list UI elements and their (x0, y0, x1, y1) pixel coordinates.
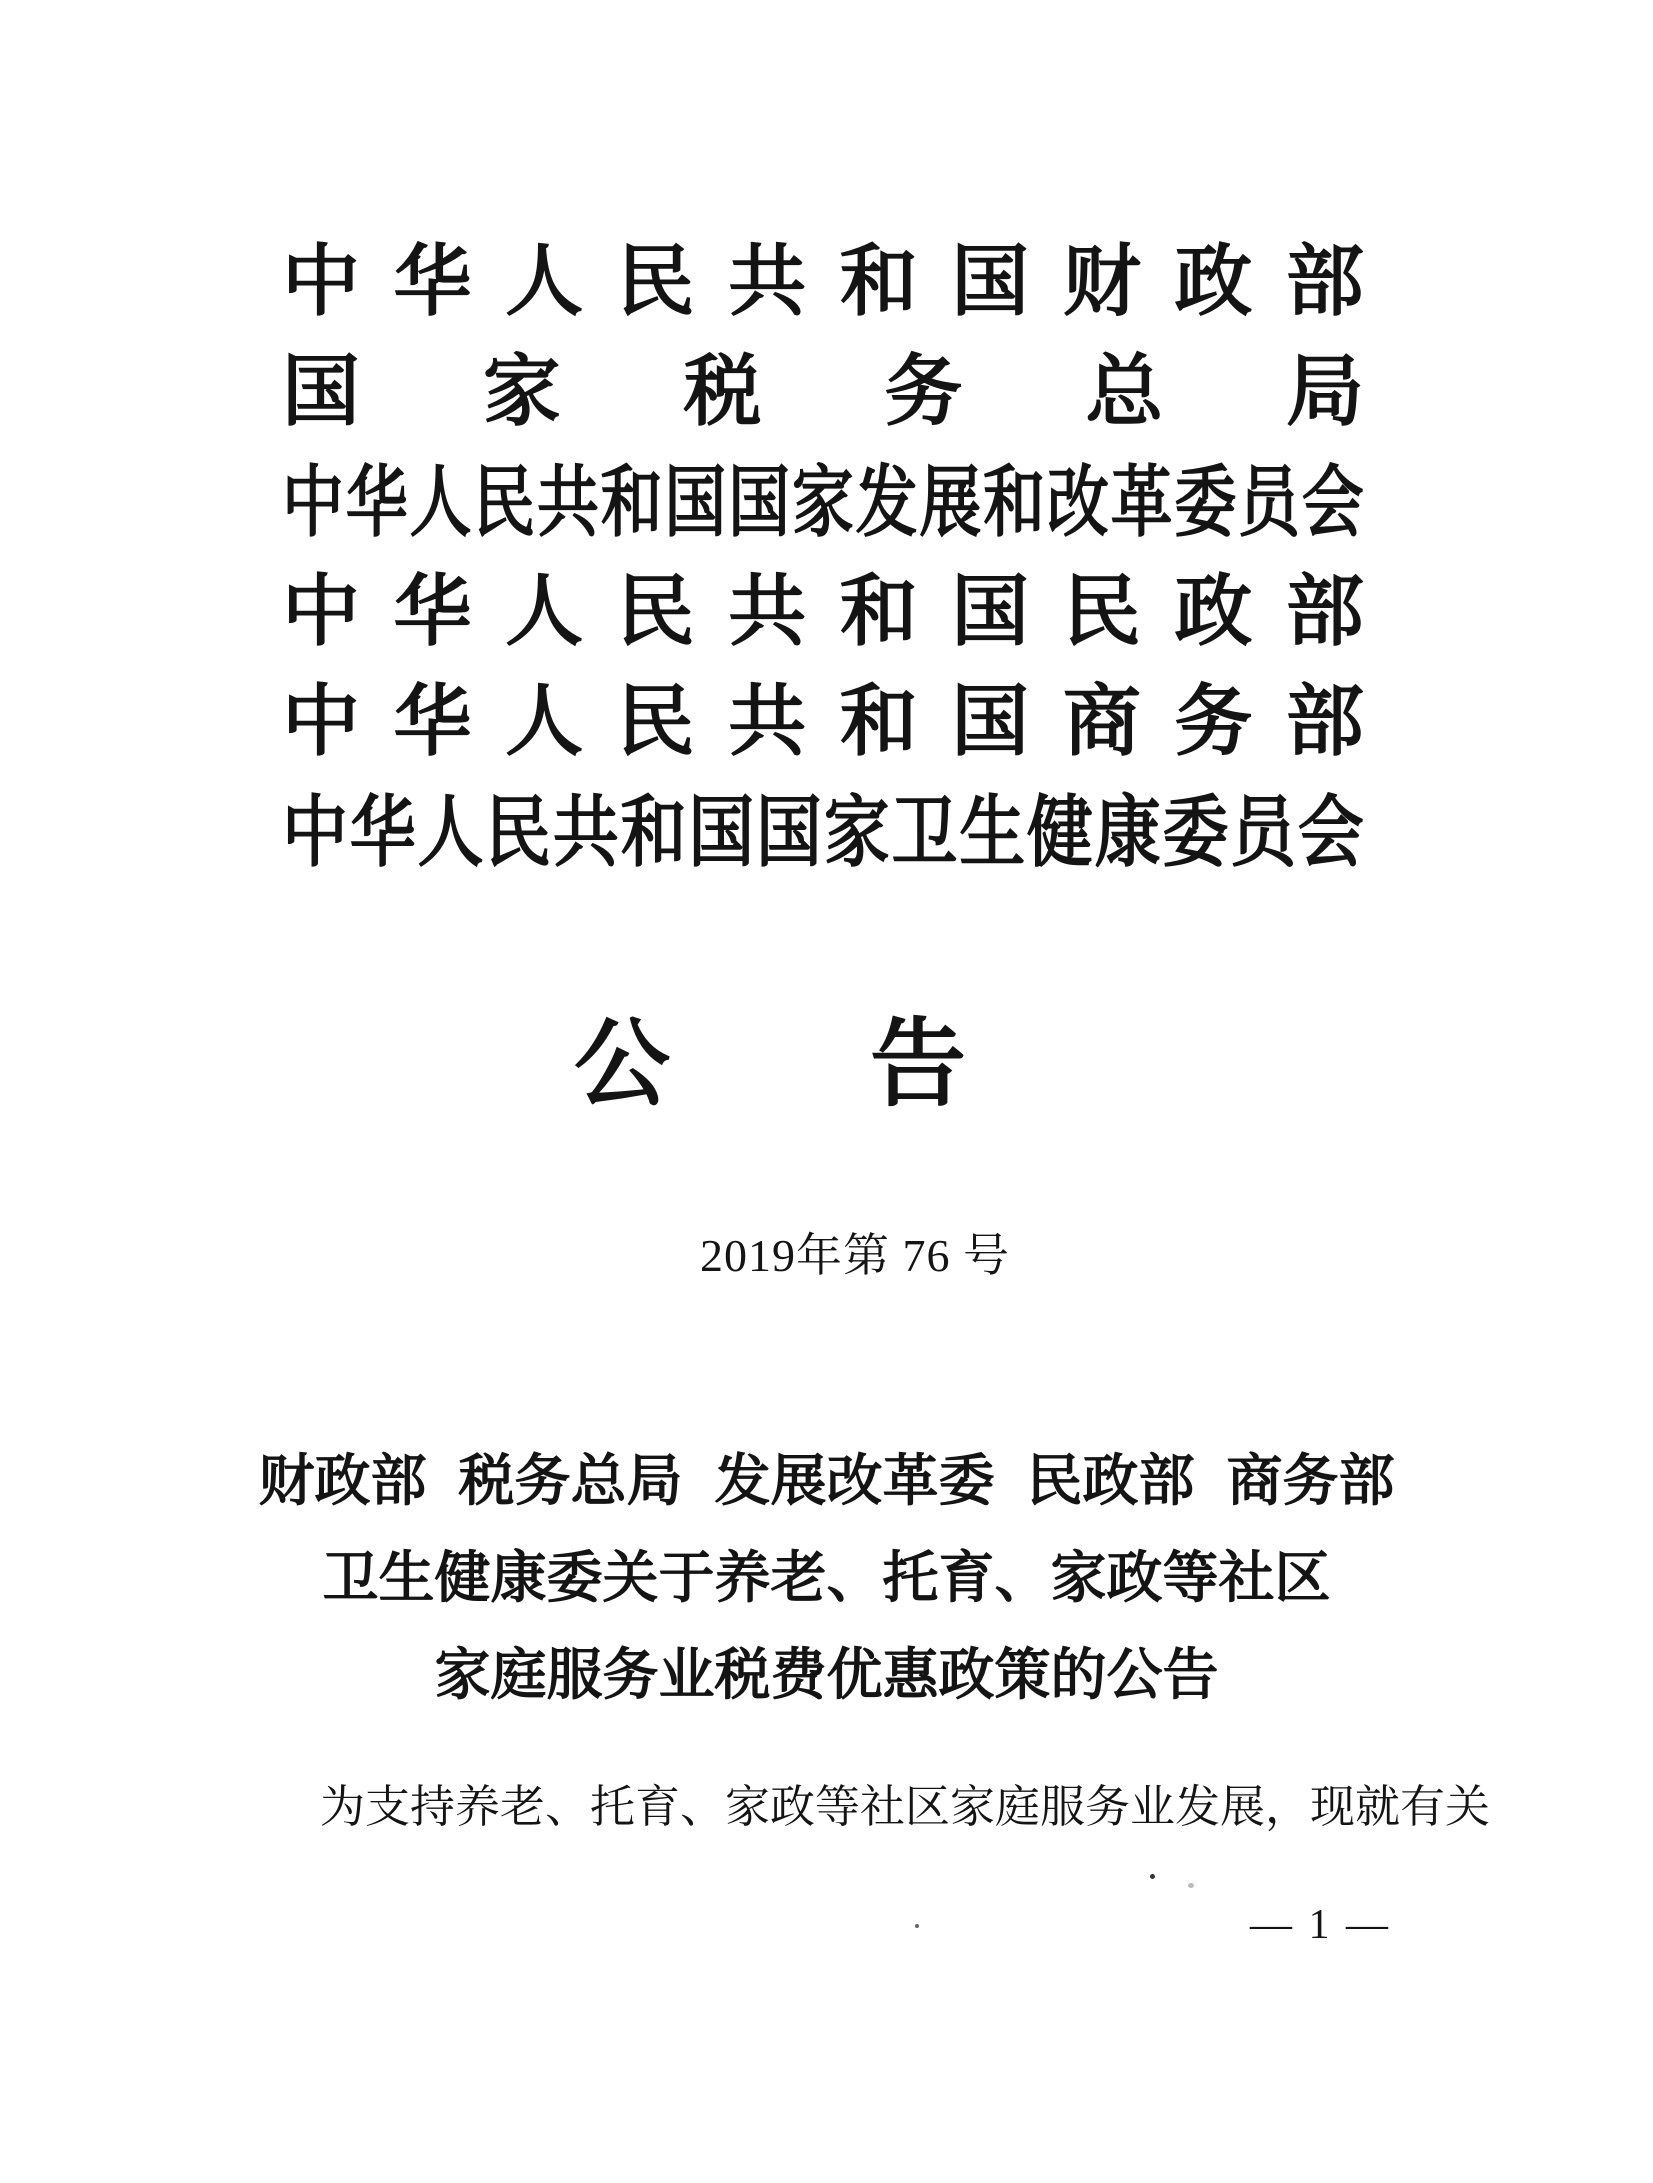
justified-char: 局 (1285, 348, 1364, 435)
justified-char: 共 (728, 678, 807, 765)
justified-char: 部 (1285, 238, 1364, 325)
document-number: 2019年第 76 号 (700, 1230, 1010, 1281)
justified-char: 人 (505, 238, 584, 325)
justified-char: 中 (282, 568, 361, 655)
justified-char: 家 (791, 460, 854, 547)
justified-char: 华 (393, 568, 472, 655)
justified-char: 委 (1174, 460, 1237, 547)
justified-char: 税 (683, 348, 762, 435)
justified-char: 和 (620, 790, 687, 877)
justified-char: 部 (1285, 678, 1364, 765)
justified-char: 健 (1026, 790, 1093, 877)
justified-char: 家 (482, 348, 561, 435)
justified-char: 国 (688, 790, 755, 877)
justified-char: 改 (1046, 460, 1109, 547)
justified-char: 国 (951, 568, 1030, 655)
page-number: — 1 — (1250, 1902, 1391, 1948)
justified-char: 革 (1110, 460, 1173, 547)
justified-char: 共 (536, 460, 599, 547)
justified-char: 国 (951, 238, 1030, 325)
justified-char: 华 (345, 460, 408, 547)
scan-speck (1150, 1874, 1155, 1879)
justified-char: 和 (839, 238, 918, 325)
justified-char: 中 (282, 790, 348, 877)
justified-char: 共 (552, 790, 619, 877)
justified-char: 人 (409, 460, 472, 547)
justified-char: 务 (1174, 678, 1253, 765)
issuer-line-health-commission (282, 760, 1364, 890)
justified-char: 生 (959, 790, 1026, 877)
justified-char: 部 (1285, 568, 1364, 655)
justified-char: 人 (417, 790, 484, 877)
justified-char: 中 (282, 678, 361, 765)
justified-char: 商 (1062, 678, 1141, 765)
justified-char: 华 (349, 790, 416, 877)
justified-char: 员 (1238, 460, 1301, 547)
issuer-line-civil-affairs-ministry (282, 550, 1364, 660)
justified-char: 会 (1297, 790, 1364, 877)
justified-char: 共 (728, 238, 807, 325)
announcement-title (574, 998, 966, 1118)
justified-char: 民 (616, 678, 695, 765)
justified-char: 人 (505, 568, 584, 655)
justified-char: 国 (728, 460, 791, 547)
body-paragraph-first-line: 为支持养老、托育、家政等社区家庭服务业发展，现就有关 (320, 1782, 1491, 1832)
justified-char: 民 (473, 460, 536, 547)
justified-char: 务 (884, 348, 963, 435)
justified-char: 和 (839, 678, 918, 765)
justified-char: 和 (600, 460, 663, 547)
issuer-line-development-reform-commission (282, 426, 1364, 565)
subject-line-3: 家庭服务业税费优惠政策的公告 (434, 1645, 1219, 1707)
justified-char: 人 (505, 678, 584, 765)
scan-speck (915, 1924, 919, 1928)
justified-char: 民 (616, 568, 695, 655)
issuing-agencies-block (282, 220, 1364, 880)
justified-char: 展 (919, 460, 982, 547)
justified-char: 国 (282, 348, 361, 435)
subject-line-1: 财政部 税务总局 发展改革委 民政部 商务部 (258, 1451, 1395, 1513)
justified-char: 中 (282, 460, 345, 547)
issuer-line-taxation-administration (282, 330, 1364, 440)
justified-char: 国 (664, 460, 727, 547)
justified-char: 告 (870, 1010, 966, 1118)
justified-char: 华 (393, 238, 472, 325)
justified-char: 政 (1174, 238, 1253, 325)
subject-line-2: 卫生健康委关于养老、托育、家政等社区 (322, 1548, 1331, 1610)
justified-char: 财 (1062, 238, 1141, 325)
justified-char: 民 (616, 238, 695, 325)
justified-char: 卫 (891, 790, 958, 877)
justified-char: 中 (282, 238, 361, 325)
issuer-line-finance-ministry (282, 220, 1364, 330)
justified-char: 和 (983, 460, 1046, 547)
justified-char: 总 (1085, 348, 1164, 435)
justified-char: 公 (574, 1010, 670, 1118)
justified-char: 家 (823, 790, 890, 877)
justified-char: 共 (728, 568, 807, 655)
justified-char: 华 (393, 678, 472, 765)
subject-title-block (0, 1434, 1653, 1725)
justified-char: 委 (1162, 790, 1229, 877)
justified-char: 发 (855, 460, 918, 547)
justified-char: 国 (951, 678, 1030, 765)
justified-char: 民 (485, 790, 552, 877)
justified-char: 政 (1174, 568, 1253, 655)
justified-char: 员 (1230, 790, 1297, 877)
justified-char: 康 (1094, 790, 1161, 877)
issuer-line-commerce-ministry (282, 660, 1364, 770)
justified-char: 民 (1062, 568, 1141, 655)
justified-char: 国 (756, 790, 823, 877)
justified-char: 会 (1301, 460, 1364, 547)
scan-speck (1188, 1883, 1194, 1888)
justified-char: 和 (839, 568, 918, 655)
